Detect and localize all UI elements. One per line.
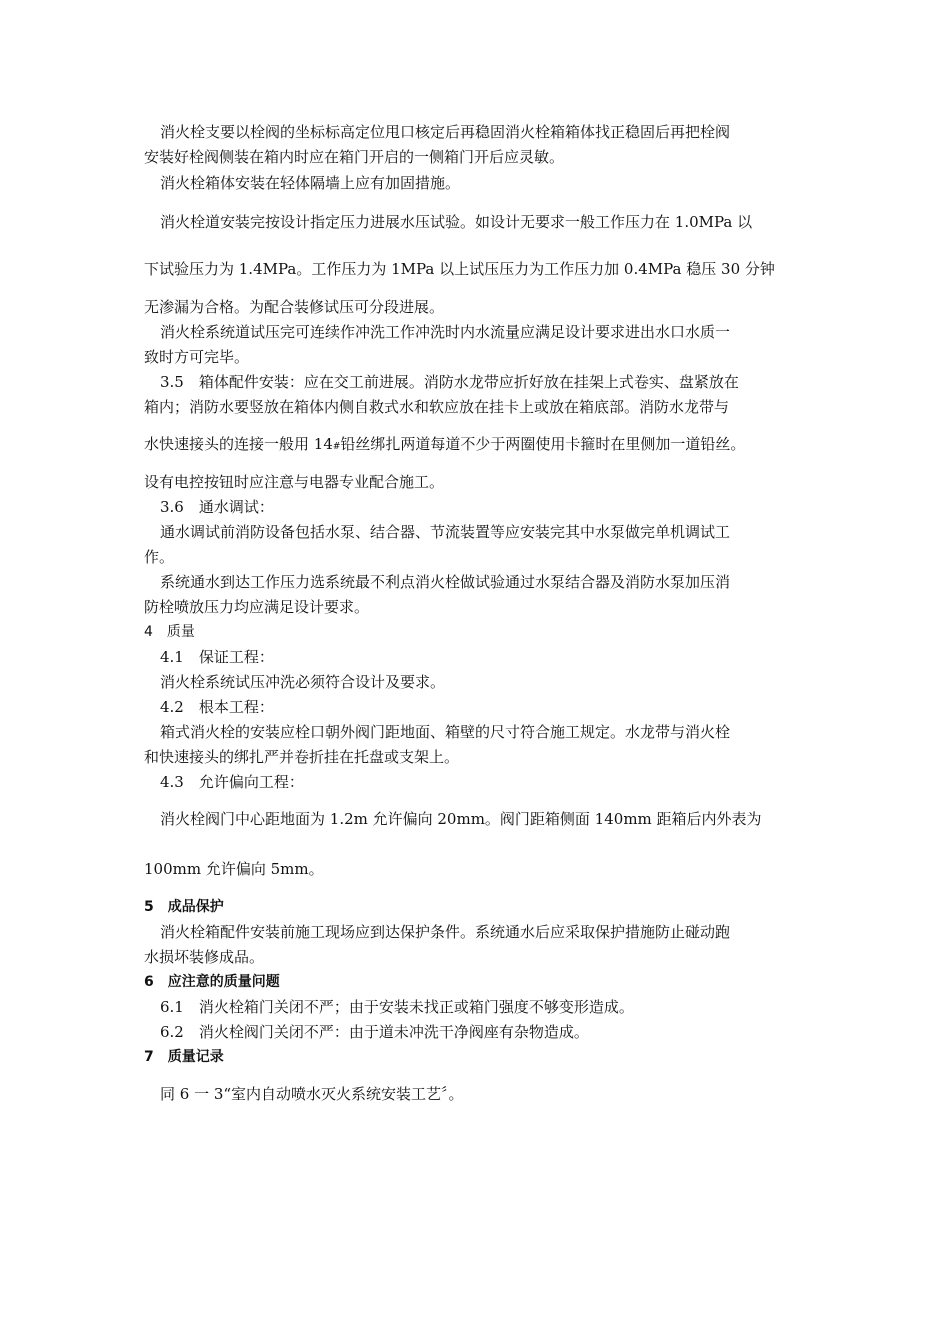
paragraph-line: 致时方可完毕。 xyxy=(144,348,250,366)
paragraph-line: 消火栓系统道试压完可连续作冲洗工作冲洗时内水流量应满足设计要求进出水口水质一 xyxy=(160,323,731,341)
paragraph-line: 100mm 允许偏向 5mm。 xyxy=(144,860,324,878)
section-6-1-line: 6.1 消火栓箱门关闭不严；由于安装未找正或箱门强度不够变形造成。 xyxy=(160,998,634,1016)
paragraph-line: 无渗漏为合格。为配合装修试压可分段进展。 xyxy=(144,298,445,316)
paragraph-line: 消火栓系统试压冲洗必须符合设计及要求。 xyxy=(160,673,446,691)
paragraph-line: 消火栓阀门中心距地面为 1.2m 允许偏向 20mm。阀门距箱侧面 140mm 距箱后内外表为 xyxy=(160,810,762,828)
paragraph-line xyxy=(144,433,810,458)
section-4-heading: 4 质量 xyxy=(144,624,195,640)
section-3-6-heading: 3.6 通水调试： xyxy=(160,498,274,516)
paragraph-line: 消火栓箱体安装在轻体隔墙上应有加固措施。 xyxy=(160,174,461,192)
paragraph-line: 系统通水到达工作压力选系统最不利点消火栓做试验通过水泵结合器及消防水泵加压消 xyxy=(160,573,731,591)
line-text-end: 铅丝绑扎两道每道不少于两圈使用卡箍时在里侧加一道铅丝。 xyxy=(340,435,746,453)
paragraph-line: 消火栓箱配件安装前施工现场应到达保护条件。系统通水后应采取保护措施防止碰动跑 xyxy=(160,923,731,941)
paragraph-line: 通水调试前消防设备包括水泵、结合器、节流装置等应安装完其中水泵做完单机调试工 xyxy=(160,523,731,541)
section-3-5-line: 3.5 箱体配件安装：应在交工前进展。消防水龙带应折好放在挂架上式卷实、盘紧放在 xyxy=(160,373,739,391)
paragraph-line: 下试验压力为 1.4MPa。工作压力为 1MPa 以上试压压力为工作压力加 0.4MPa 稳压 30 分钟 xyxy=(144,260,775,278)
paragraph-line: 消火栓道安装完按设计指定压力进展水压试验。如设计无要求一般工作压力在 1.0MPa 以 xyxy=(160,213,753,231)
section-5-heading: 5 成品保护 xyxy=(144,899,224,915)
section-4-1-heading: 4.1 保证工程： xyxy=(160,648,274,666)
paragraph-line: 设有电控按钮时应注意与电器专业配合施工。 xyxy=(144,473,445,491)
section-6-heading: 6 应注意的质量问题 xyxy=(144,974,280,990)
paragraph-line: 消火栓支要以栓阀的坐标标高定位甩口核定后再稳固消火栓箱箱体找正稳固后再把栓阀 xyxy=(160,123,731,141)
line-text-start: 水快速接头的连接一般用 14 xyxy=(144,435,333,453)
section-4-2-heading: 4.2 根本工程： xyxy=(160,698,274,716)
paragraph-line: 作。 xyxy=(144,548,175,566)
wire-gauge-mark: # xyxy=(332,442,341,452)
paragraph-line: 箱内；消防水要竖放在箱体内侧自救式水和软应放在挂卡上或放在箱底部。消防水龙带与 xyxy=(144,398,730,416)
paragraph-line: 同 6 一 3“室内自动喷水灭火系统安装工艺〞。 xyxy=(160,1085,464,1103)
paragraph-line: 和快速接头的绑扎严并卷折挂在托盘或支架上。 xyxy=(144,748,460,766)
paragraph-line: 箱式消火栓的安装应栓口朝外阀门距地面、箱壁的尺寸符合施工规定。水龙带与消火栓 xyxy=(160,723,731,741)
paragraph-line: 水损坏装修成品。 xyxy=(144,948,265,966)
section-4-3-heading: 4.3 允许偏向工程： xyxy=(160,773,304,791)
section-6-2-line: 6.2 消火栓阀门关闭不严：由于道未冲洗干净阀座有杂物造成。 xyxy=(160,1023,589,1041)
paragraph-line: 安装好栓阀侧装在箱内时应在箱门开启的一侧箱门开后应灵敏。 xyxy=(144,148,565,166)
section-7-heading: 7 质量记录 xyxy=(144,1049,224,1065)
paragraph-line: 防栓喷放压力均应满足设计要求。 xyxy=(144,598,370,616)
